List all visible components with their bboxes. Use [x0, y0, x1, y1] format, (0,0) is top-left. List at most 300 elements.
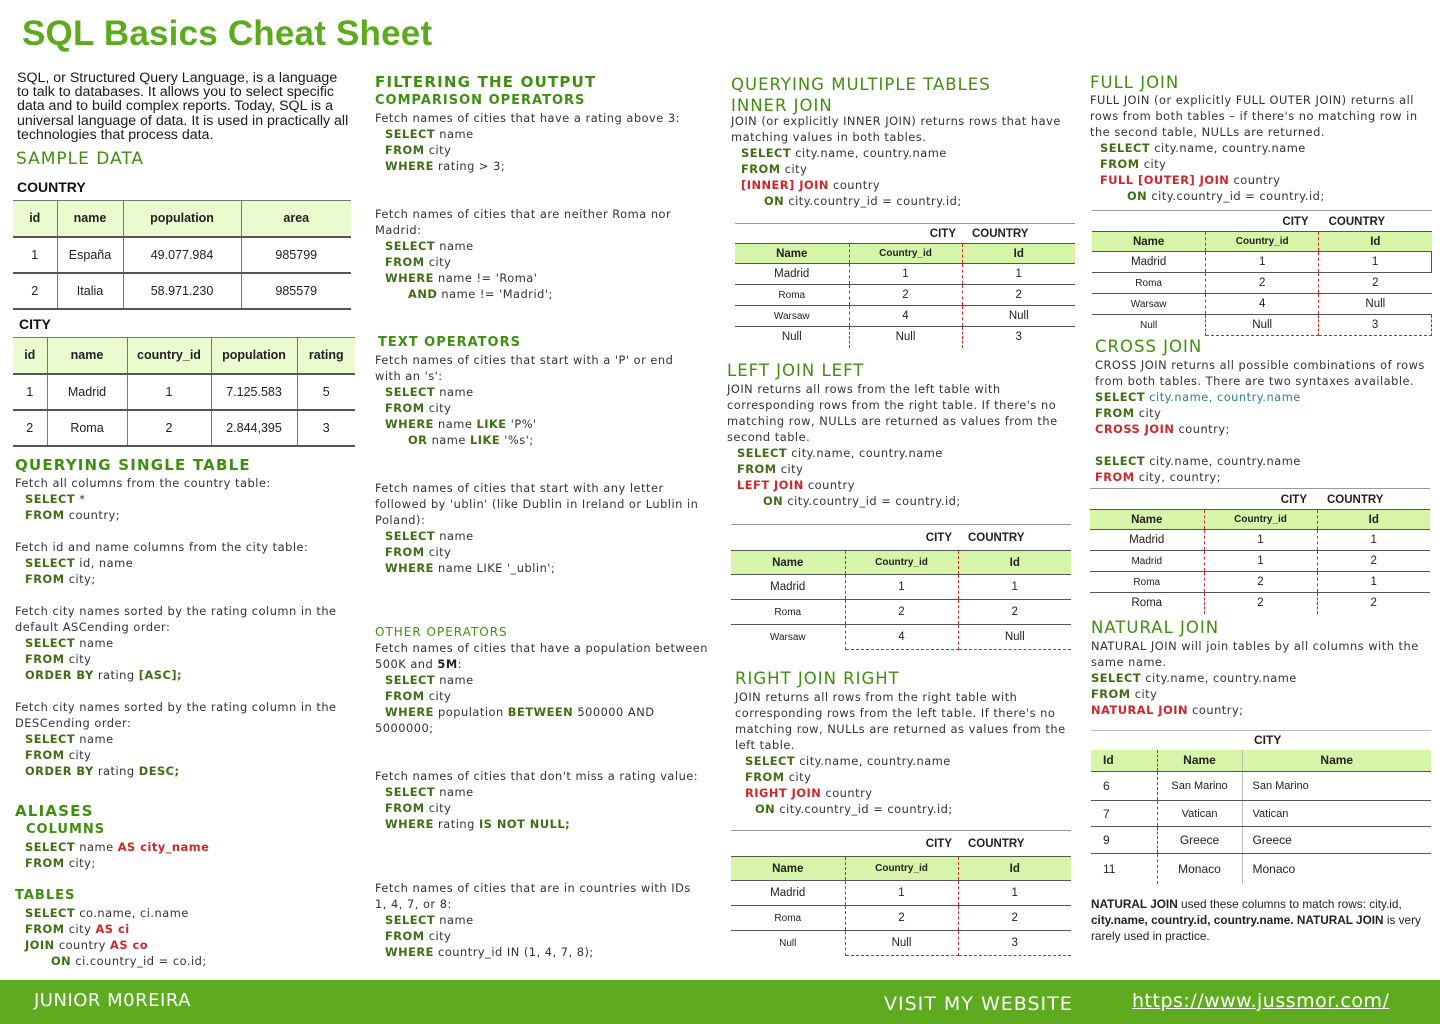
- note-text: is very rarely used in practice.: [1091, 913, 1421, 943]
- sql-keyword: ON: [763, 494, 784, 508]
- sql-text: city: [1134, 406, 1162, 420]
- sql-text: rating: [93, 668, 139, 682]
- sql-text: country: [1229, 173, 1281, 187]
- sql-text: country: [828, 178, 881, 192]
- sql-keyword: FROM: [1095, 406, 1135, 420]
- code-block: [375, 672, 710, 720]
- table-cell: Roma: [731, 600, 845, 625]
- table-cell: Madrid: [731, 575, 845, 600]
- table-cell: 2: [1317, 551, 1430, 572]
- table-cell: 2: [958, 906, 1071, 931]
- sql-keyword: FROM: [25, 856, 65, 870]
- table-group-header: [731, 831, 1071, 857]
- header-cell: Name: [731, 551, 845, 575]
- sql-keyword: JOIN: [25, 938, 55, 952]
- table-row: [1092, 315, 1432, 336]
- table-header: [1090, 510, 1430, 530]
- sql-keyword: SELECT: [741, 146, 792, 160]
- sql-text: name != 'Roma': [433, 271, 538, 285]
- table-row: [731, 600, 1071, 625]
- sql-keyword: FROM: [25, 572, 65, 586]
- query-description: Fetch all columns from the country table:: [15, 476, 271, 490]
- header-cell: area: [241, 201, 351, 237]
- sql-text: country;: [1174, 422, 1230, 436]
- table-cell: Madrid: [735, 264, 849, 285]
- cross-join-block: [1095, 357, 1430, 485]
- sql-keyword: SELECT: [25, 492, 76, 506]
- sql-text: name: [75, 636, 114, 650]
- table-cell: Roma: [735, 285, 849, 306]
- group-label: COUNTRY: [958, 831, 1071, 857]
- sql-join-keyword: LEFT JOIN: [737, 478, 804, 492]
- sql-text: city.name, country.name: [1145, 390, 1301, 404]
- sql-keyword: BETWEEN: [507, 705, 574, 719]
- table-cell: 2: [845, 906, 958, 931]
- query-description: Fetch id and name columns from the city table:: [15, 540, 309, 554]
- sql-text: city.name, country.name: [787, 446, 943, 460]
- code-block: [1095, 405, 1430, 485]
- table-cell: 2: [13, 273, 57, 309]
- sql-keyword: FROM: [1100, 157, 1140, 171]
- footer-author: JUNIOR M0REIRA: [34, 990, 191, 1011]
- sql-text: name: [435, 529, 474, 543]
- left-join-table: [731, 524, 1071, 650]
- table-cell: 2.844,395: [211, 410, 297, 446]
- sql-keyword: FROM: [745, 770, 785, 784]
- code-block: [375, 784, 710, 832]
- table-row: [13, 410, 355, 446]
- table-header: [1092, 232, 1432, 252]
- sql-text: city, country;: [1134, 470, 1221, 484]
- table-header: [735, 244, 1075, 264]
- table-cell: Null: [845, 931, 958, 956]
- code-block: [15, 635, 345, 683]
- intro-text: SQL, or Structured Query Language, is a language to talk to databases. It allows you to select specific data and to build complex reports. Today, SQL is a universal language of data. It is used in practically all technologies that process data.: [17, 70, 349, 143]
- table-row: [13, 273, 351, 309]
- query-description: NATURAL JOIN will join tables by all columns with the same name.: [1091, 639, 1419, 669]
- filter-block-5: [375, 640, 710, 736]
- query-description: [375, 640, 710, 672]
- left-join-heading: LEFT JOIN LEFT: [727, 361, 865, 380]
- query-description: Fetch names of cities that don't miss a rating value:: [375, 769, 699, 783]
- natural-join-block: [1091, 638, 1421, 718]
- filtering-heading: FILTERING THE OUTPUT: [375, 73, 597, 91]
- sql-keyword: SELECT: [25, 906, 76, 920]
- filter-block-6: [375, 768, 710, 832]
- sql-keyword: ORDER BY: [25, 668, 94, 682]
- sql-text: country: [803, 478, 855, 492]
- table-cell: 2: [849, 285, 962, 306]
- table-cell: Roma: [1090, 572, 1204, 593]
- sql-text: name: [435, 913, 474, 927]
- table-row: [13, 374, 355, 410]
- sql-keyword: SELECT: [385, 673, 436, 687]
- table-cell: Null: [1092, 315, 1206, 336]
- sql-text: name: [75, 732, 114, 746]
- table-cell: 1: [958, 575, 1071, 600]
- query-description: Fetch names of cities that have a rating above 3:: [375, 111, 681, 125]
- header-cell: Id: [958, 857, 1071, 881]
- table-header: [1091, 750, 1431, 772]
- full-join-block: [1090, 92, 1430, 204]
- inner-join-block: [731, 113, 1076, 209]
- table-cell: 2: [958, 600, 1071, 625]
- sql-text: city.name, country.name: [795, 754, 951, 768]
- table-row: [731, 906, 1071, 931]
- sql-keyword: SELECT: [385, 239, 436, 253]
- table-cell: 9: [1091, 827, 1157, 854]
- table-row: [1090, 593, 1430, 614]
- header-cell: Name: [1157, 750, 1242, 772]
- right-join-heading: RIGHT JOIN RIGHT: [735, 669, 900, 688]
- table-cell: Italia: [57, 273, 123, 309]
- table-cell: 1: [958, 881, 1071, 906]
- sql-keyword: SELECT: [25, 732, 76, 746]
- table-cell: 11: [1091, 854, 1157, 884]
- code-block: [1091, 670, 1421, 718]
- code-block: [727, 445, 1072, 509]
- sql-text: rating: [93, 764, 139, 778]
- header-cell: country_id: [127, 338, 211, 374]
- page-title: SQL Basics Cheat Sheet: [22, 14, 433, 53]
- single-table-block-3: [15, 603, 345, 683]
- sql-text: city: [1139, 157, 1167, 171]
- code-block: [375, 126, 705, 174]
- sql-keyword: FROM: [1091, 687, 1131, 701]
- table-cell: 2: [845, 600, 958, 625]
- sample-data-heading: SAMPLE DATA: [16, 149, 145, 169]
- full-join-table: [1092, 210, 1432, 336]
- table-row: [731, 931, 1071, 956]
- text-operators-heading: TEXT OPERATORS: [378, 335, 521, 350]
- table-row: [735, 264, 1075, 285]
- country-table-caption: COUNTRY: [17, 179, 86, 195]
- table-cell: 5: [297, 374, 355, 410]
- group-label: CITY: [1206, 211, 1319, 232]
- code-continuation: [375, 720, 710, 736]
- table-row: [1090, 572, 1430, 593]
- table-cell: 985799: [241, 237, 351, 273]
- table-cell: San Marino: [1242, 772, 1431, 801]
- table-cell: Null: [731, 931, 845, 956]
- table-cell: 58.971.230: [123, 273, 241, 309]
- header-cell: Id: [958, 551, 1071, 575]
- filter-block-7: [375, 880, 705, 960]
- sql-keyword: ON: [51, 954, 72, 968]
- header-cell: id: [13, 338, 47, 374]
- code-block: [15, 491, 355, 523]
- table-cell: Warsaw: [735, 306, 849, 327]
- natural-join-table: [1091, 730, 1431, 884]
- table-cell: 4: [845, 625, 958, 650]
- sql-alias: AS co: [110, 938, 149, 952]
- header-cell: Name: [731, 857, 845, 881]
- sql-keyword: FROM: [385, 401, 425, 415]
- query-description: Fetch city names sorted by the rating column in the DESCending order:: [15, 700, 337, 730]
- sql-text: country: [54, 938, 111, 952]
- code-block: [375, 238, 680, 302]
- sql-keyword: SELECT: [1100, 141, 1151, 155]
- table-cell: 2: [13, 410, 47, 446]
- query-description: FULL JOIN (or explicitly FULL OUTER JOIN) returns all rows from both tables – if there's no matching row in the second table, NULLs are returned.: [1090, 93, 1418, 139]
- sql-text: rating > 3;: [433, 159, 506, 173]
- sql-keyword: SELECT: [25, 556, 76, 570]
- aliases-tables-code: [25, 905, 207, 969]
- sql-keyword: WHERE: [385, 159, 434, 173]
- query-description: Fetch names of cities that start with any letter followed by 'ublin' (like Dublin in Ireland or Lublin in Poland):: [375, 481, 699, 527]
- header-cell: Country_id: [845, 551, 958, 575]
- sql-text: city: [424, 689, 452, 703]
- sql-text: city: [1130, 687, 1158, 701]
- sql-keyword: WHERE: [385, 705, 434, 719]
- table-header: [731, 551, 1071, 575]
- table-cell: 1: [127, 374, 211, 410]
- table-cell: Monaco: [1157, 854, 1242, 884]
- sql-keyword: SELECT: [385, 529, 436, 543]
- note-text: used these columns to match rows: city.id,: [1177, 897, 1402, 911]
- cross-join-table: [1090, 488, 1430, 614]
- sql-keyword: SELECT: [737, 446, 788, 460]
- aliases-heading: ALIASES: [15, 802, 94, 820]
- sql-keyword: SELECT: [745, 754, 796, 768]
- sql-text: 'P%': [506, 417, 537, 431]
- sql-keyword: ORDER BY: [25, 764, 94, 778]
- sql-text: name: [435, 127, 474, 141]
- sql-text: city: [780, 162, 808, 176]
- table-cell: Roma: [47, 410, 127, 446]
- note-emphasis: city.name, country.id, country.name. NATURAL JOIN: [1091, 913, 1384, 927]
- table-row: [1092, 252, 1432, 273]
- group-label: CITY: [845, 525, 958, 551]
- code-block: [735, 753, 1075, 817]
- sql-keyword: FROM: [25, 508, 65, 522]
- table-cell: San Marino: [1157, 772, 1242, 801]
- single-table-block-2: [15, 539, 355, 587]
- table-cell: 3: [1319, 315, 1432, 336]
- table-group-header: [1092, 211, 1432, 232]
- table-cell: 1: [1317, 530, 1430, 551]
- aliases-columns-code: [25, 839, 209, 871]
- footer-cta: VISIT MY WEBSITE: [884, 993, 1073, 1015]
- sql-text: '%s';: [500, 433, 534, 447]
- table-cell: 1: [962, 264, 1075, 285]
- table-row: [731, 575, 1071, 600]
- table-cell: 49.077.984: [123, 237, 241, 273]
- table-cell: 2: [1204, 572, 1317, 593]
- sql-keyword: SELECT: [385, 785, 436, 799]
- table-row: [13, 237, 351, 273]
- sql-keyword: ON: [755, 802, 776, 816]
- sql-text: city.country_id = country.id;: [775, 802, 953, 816]
- table-cell: 985579: [241, 273, 351, 309]
- group-label: CITY: [845, 831, 958, 857]
- sql-keyword: OR: [408, 433, 428, 447]
- website-link[interactable]: https://www.jussmor.com/: [1132, 990, 1390, 1012]
- code-block: [375, 384, 675, 448]
- sql-keyword: AND: [408, 287, 438, 301]
- sql-text: city: [64, 922, 96, 936]
- sql-keyword: FROM: [385, 689, 425, 703]
- sql-keyword: WHERE: [385, 817, 434, 831]
- sql-text: *: [75, 492, 86, 506]
- table-cell: Null: [1206, 315, 1319, 336]
- sql-keyword: WHERE: [385, 271, 434, 285]
- table-cell: 1: [1204, 530, 1317, 551]
- sql-keyword: LIKE: [476, 417, 507, 431]
- sql-alias: AS city_name: [117, 840, 210, 854]
- desc-text: CROSS JOIN returns all possible combinations of rows from both tables. There are two syntaxes available.: [1095, 358, 1425, 388]
- sql-text: city;: [64, 856, 96, 870]
- table-cell: 2: [1204, 593, 1317, 614]
- header-cell: Id: [1091, 750, 1157, 772]
- sql-keyword: [ASC];: [138, 668, 183, 682]
- other-operators-heading: OTHER OPERATORS: [375, 625, 508, 639]
- sql-text: city: [424, 401, 452, 415]
- table-cell: 4: [1206, 294, 1319, 315]
- table-cell: Roma: [1092, 273, 1206, 294]
- sql-keyword: LIKE: [470, 433, 501, 447]
- sql-text: city.country_id = country.id;: [783, 494, 961, 508]
- table-cell: 7: [1091, 801, 1157, 827]
- sql-join-keyword: [INNER] JOIN: [741, 178, 829, 192]
- table-cell: Madrid: [1090, 530, 1204, 551]
- table-group-header: [731, 525, 1071, 551]
- sql-text: 500000 AND: [573, 705, 655, 719]
- query-description: [1095, 357, 1430, 405]
- sql-keyword: FROM: [25, 652, 65, 666]
- comparison-operators-heading: COMPARISON OPERATORS: [375, 93, 586, 108]
- table-row: [731, 625, 1071, 650]
- table-group-header: [1091, 731, 1431, 750]
- header-cell: Country_id: [845, 857, 958, 881]
- header-cell: Name: [1242, 750, 1431, 772]
- code-block: [375, 528, 705, 576]
- city-table-header: [13, 338, 355, 374]
- sql-text: city.country_id = country.id;: [784, 194, 962, 208]
- right-join-table: [731, 830, 1071, 956]
- query-description: Fetch names of cities that are in countries with IDs 1, 4, 7, or 8:: [375, 881, 691, 911]
- header-cell: Country_id: [849, 244, 962, 264]
- table-header: [731, 857, 1071, 881]
- table-row: [1091, 772, 1431, 801]
- code-block: [731, 145, 1076, 209]
- sql-alias: AS ci: [95, 922, 130, 936]
- sql-text: country;: [64, 508, 121, 522]
- sql-text: name: [75, 840, 118, 854]
- sql-text: city.country_id = country.id;: [1147, 189, 1325, 203]
- query-description: Fetch names of cities that start with a 'P' or end with an 's':: [375, 353, 674, 383]
- sql-text: id, name: [75, 556, 134, 570]
- sql-keyword: FROM: [1095, 470, 1135, 484]
- header-cell: Name: [1092, 232, 1206, 252]
- single-table-block-4: [15, 699, 345, 779]
- group-label: CITY: [1242, 731, 1431, 750]
- table-cell: 1: [1206, 252, 1319, 273]
- table-cell: Vatican: [1242, 801, 1431, 827]
- sql-text: name: [435, 673, 474, 687]
- sql-keyword: FROM: [737, 462, 777, 476]
- header-cell: name: [57, 201, 123, 237]
- header-cell: Country_id: [1204, 510, 1317, 530]
- inner-join-table: [735, 223, 1075, 348]
- group-label: COUNTRY: [958, 525, 1071, 551]
- table-cell: Null: [962, 306, 1075, 327]
- cross-join-heading: CROSS JOIN: [1095, 337, 1203, 356]
- aliases-columns-heading: COLUMNS: [26, 822, 106, 837]
- header-cell: population: [211, 338, 297, 374]
- query-description: JOIN returns all rows from the left table with corresponding rows from the right table. If there's no matching row, NULLs are returned as values from the second table.: [727, 382, 1058, 444]
- table-cell: Warsaw: [731, 625, 845, 650]
- sql-keyword: FROM: [741, 162, 781, 176]
- header-cell: rating: [297, 338, 355, 374]
- sql-text: city: [424, 545, 452, 559]
- desc-text: :: [457, 657, 462, 671]
- table-row: [1091, 854, 1431, 884]
- sql-join-keyword: RIGHT JOIN: [745, 786, 822, 800]
- query-description: JOIN returns all rows from the right table with corresponding rows from the left table. If there's no matching row, NULLs are returned as values from the left table.: [735, 690, 1066, 752]
- right-join-block: [735, 689, 1075, 817]
- single-table-block-1: [15, 475, 355, 523]
- sql-keyword: SELECT: [1095, 454, 1146, 468]
- header-cell: Id: [1319, 232, 1432, 252]
- table-cell: 2: [962, 285, 1075, 306]
- city-table: [13, 337, 355, 447]
- aliases-tables-heading: TABLES: [15, 888, 76, 903]
- sql-keyword: FROM: [385, 143, 425, 157]
- country-table-header: [13, 201, 351, 237]
- filter-block-3: [375, 352, 675, 448]
- code-block: [1090, 140, 1430, 204]
- sql-text: city: [424, 929, 452, 943]
- sql-keyword: SELECT: [1091, 671, 1142, 685]
- table-row: [1091, 801, 1431, 827]
- note-emphasis: NATURAL JOIN: [1091, 897, 1178, 911]
- sql-text: name: [427, 433, 471, 447]
- sql-text: population: [433, 705, 508, 719]
- natural-join-note: [1091, 896, 1431, 944]
- inner-join-heading: QUERYING MULTIPLE TABLES INNER JOIN: [731, 75, 991, 115]
- sql-text: name LIKE '_ublin';: [433, 561, 556, 575]
- sql-keyword: SELECT: [385, 127, 436, 141]
- table-row: [1091, 827, 1431, 854]
- country-table: [13, 200, 351, 310]
- table-cell: Greece: [1157, 827, 1242, 854]
- sql-keyword: WHERE: [385, 561, 434, 575]
- sql-text: co.name, ci.name: [75, 906, 189, 920]
- code-block: [15, 731, 345, 779]
- sql-keyword: SELECT: [25, 840, 76, 854]
- table-cell: Madrid: [1092, 252, 1206, 273]
- sql-text: name: [435, 385, 474, 399]
- sql-text: city: [64, 748, 92, 762]
- sql-keyword: FROM: [25, 748, 65, 762]
- filter-block-1: [375, 110, 705, 174]
- sql-text: city;: [64, 572, 96, 586]
- sql-text: name != 'Madrid';: [437, 287, 553, 301]
- table-cell: Null: [958, 625, 1071, 650]
- sql-keyword: FROM: [385, 545, 425, 559]
- code-block: [375, 912, 705, 960]
- desc-text: Fetch names of cities that have a population between 500K and: [375, 641, 708, 671]
- group-label: CITY: [849, 224, 962, 244]
- sql-text: 5000000;: [375, 721, 434, 735]
- sql-text: city: [776, 462, 804, 476]
- sql-text: name: [435, 785, 474, 799]
- sql-join-keyword: CROSS JOIN: [1095, 422, 1175, 436]
- table-cell: 1: [1204, 551, 1317, 572]
- table-row: [735, 327, 1075, 348]
- query-description: Fetch city names sorted by the rating column in the default ASCending order:: [15, 604, 337, 634]
